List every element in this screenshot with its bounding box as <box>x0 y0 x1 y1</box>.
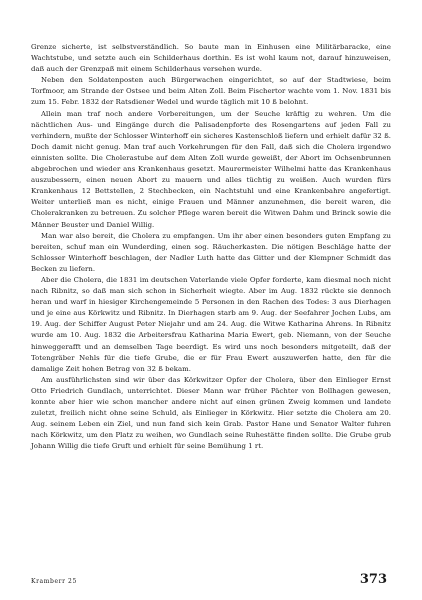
page-body <box>31 42 391 452</box>
paragraph-4: Man war also bereit, die Cholera zu empfangen. Um ihr aber einen besonders guten Empfang zu bereiten, schuf man ein Wunderding, einen sog. Räucherkasten. Die nötigen Beschläge hatte der Schlosser Winterhoff beschlagen, der Nadler Luth hatte das Gitter und der Klempner Schmidt das Becken zu liefern. <box>31 231 391 273</box>
paragraph-2: Neben den Soldatenposten auch Bürgerwachen eingerichtet, so auf der Stadtwiese, beim Torfmoor, am Strande der Ostsee und beim Alten Zoll. Beim Fischertor wachte vom 1. Nov. 1831 bis zum 15. Febr. 1832 der Ratsdiener Wedel und wurde täglich mit 10 ß belohnt. <box>31 76 391 107</box>
page-number: 373 <box>359 572 387 587</box>
page-footer <box>31 572 391 590</box>
signature-mark: Kramberr 25 <box>31 578 77 585</box>
paragraph-5: Aber die Cholera, die 1831 im deutschen Vaterlande viele Opfer forderte, kam diesmal noch nicht nach Ribnitz, so daß man sich schon in Sicherheit wiegte. Aber im Aug. 1832 rückte sie dennoch heran und warf in hiesiger Kirchengemeinde 5 Personen in den Rachen des Todes: 3 aus Dierhagen und je eine aus Körkwitz und Ribnitz. In Dierhagen starb am 9. Aug. der Seefahrer Jochen Lubs, am 19. Aug. der Schiffer August Peter Niejahr und am 24. Aug. die Witwe Katharina Ahrens. In Ribnitz wurde am 10. Aug. 1832 die Arbeitersfrau Katharina Maria Ewert, geb. Niemann, von der Seuche hinweggerafft und an demselben Tage beerdigt. Es wird uns noch besonders mitgeteilt, daß der Totengräber Nehls für die tiefe Grube, die er für Frau Ewert auszuwerfen hatte, den für die damalige Zeit hohen Betrag von 32 ß bekam. <box>31 275 391 373</box>
paragraph-6: Am ausführlichsten sind wir über das Körkwitzer Opfer der Cholera, über den Einlieger Ernst Otto Friedrich Gundlach, unterrichtet. Dieser Mann war früher Pächter von Bollhagen gewesen, konnte aber hier wie schon mancher andere nicht auf einen grünen Zweig kommen und landete zuletzt, freilich nicht ohne seine Schuld, als Einlieger in Körkwitz. Hier setzte die Cholera am 20. Aug. seinem Leben ein Ziel, und nun fand sich kein Grab. Pastor Hane und Senator Walter fuhren nach Körkwitz, um den Platz zu weihen, wo Gundlach seine Ruhestätte finden sollte. Die Grube grub Johann Willig die tiefe Gruft und erhielt für seine Bemühung 1 rt. <box>31 375 391 451</box>
paragraph-3: Allein man traf noch andere Vorbereitungen, um der Seuche kräftig zu wehren. Um die nächtlichen Aus- und Eingänge durch die Palisadenpforte des Rosengartens auf jeden Fall zu verhindern, mußte der Schlosser Winterhoff ein sicheres Kastenschloß liefern und erhielt dafür 32 ß. Doch damit nicht genug. Man traf auch Vorkehrungen für den Fall, daß sich die Cholera irgendwo einnisten sollte. Die Cholerastube auf dem Alten Zoll wurde geweißt, der Abort im Ochsenbrunnen abgebrochen und wieder ans Krankenhaus gesetzt. Maurermeister Wilhelmi hatte das Krankenhaus auszubessern, einen neuen Abort zu mauern und alles tüchtig zu weißen. Auch wurden fürs Krankenhaus 12 Bettstellen, 2 Stechbecken, ein Nachtstuhl und eine Krankenbahre angefertigt. Weiter unterließ man es nicht, einige Frauen und Männer anzunehmen, die bereit waren, die Cholerakranken zu betreuen. Zu solcher Pflege waren bereit die Witwen Dahm und Brinck sowie die Männer Beuster und Daniel Willig. <box>31 109 391 229</box>
paragraph-1: Grenze sicherte, ist selbstverständlich. So baute man in Einhusen eine Militärbaracke, eine Wachtstube, und setzte auch ein Schilderhaus dorthin. Es ist wohl kaum not, darauf hinzuweisen, daß auch der Grenzpaß mit einem Schilderhaus versehen wurde. <box>31 43 391 74</box>
